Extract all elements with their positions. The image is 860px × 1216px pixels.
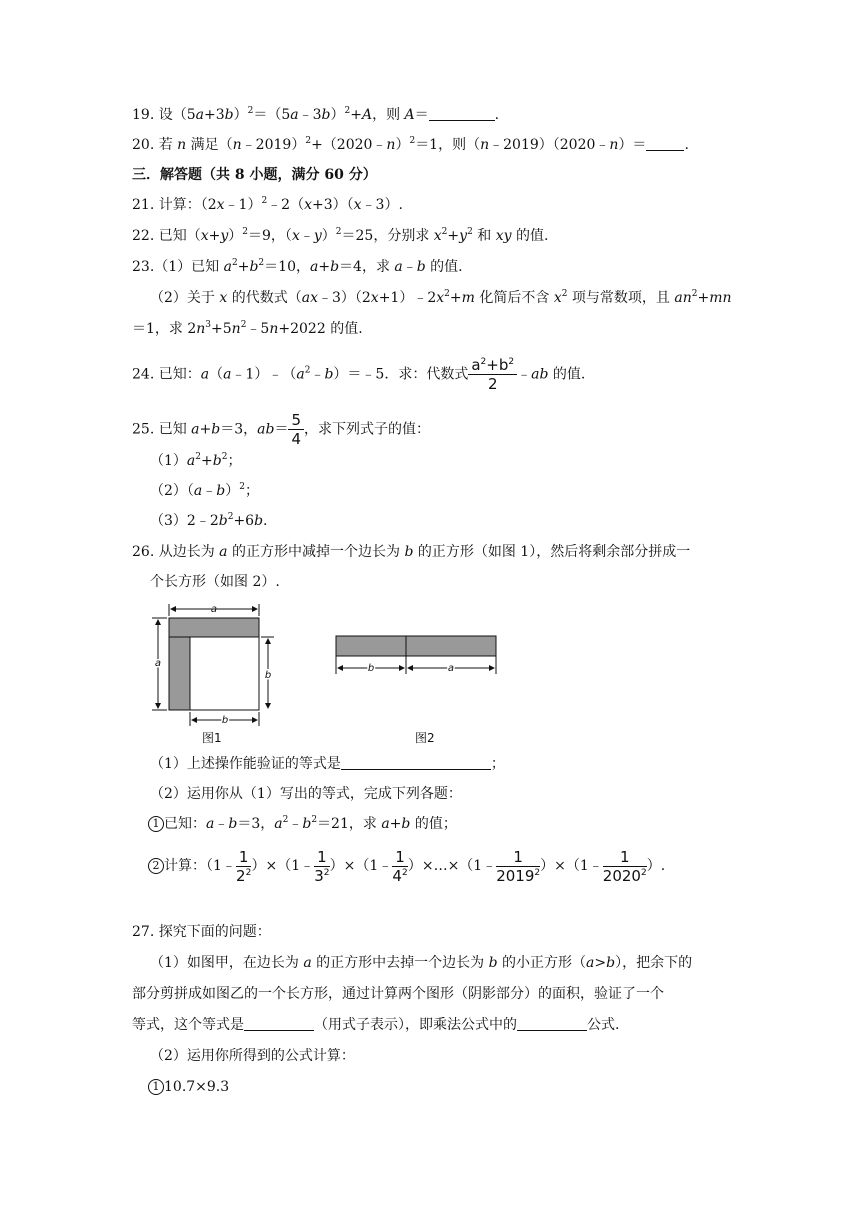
question-26: 26. 从边长为 a 的正方形中减掉一个边长为 b 的正方形（如图 1），然后将剩余部分拼成一 xyxy=(132,544,691,560)
question-20: 20. 若 n 满足（n﹣2019）$^2$+（2020﹣n）$^2$＝1，则（n﹣2019）（2020﹣n）＝ . xyxy=(132,136,689,153)
label-b-right: b xyxy=(264,670,272,681)
fraction: $\frac{5}{4}$ xyxy=(288,411,304,448)
question-23-part2: （2）关于 x 的代数式$(ax﹣3)(2x+1)﹣2x^2+m$ 化简后不含 $x^2$ 项与常数项，且 $an^2+mn$ xyxy=(150,289,732,306)
section-heading: 三．解答题（共 8 小题，满分 60 分） xyxy=(132,167,377,183)
figure-1-caption: 图1 xyxy=(202,731,222,745)
figure-2-caption: 图2 xyxy=(415,731,435,745)
question-23-part2-cont: ＝1，求 $2n^3+5n^2﹣5n+2022$ 的值. xyxy=(132,320,363,337)
question-27-part2: （2）运用你所得到的公式计算： xyxy=(150,1048,355,1064)
question-25: 25. 已知 a+b＝3，ab＝ $\frac{5}{4}$ ，求下列式子的值： xyxy=(132,411,431,448)
question-27-sub1: 1 10.7×9.3 xyxy=(148,1077,229,1097)
question-26-cont: 个长方形（如图 2）. xyxy=(150,574,280,590)
question-26-part1: （1）上述操作能验证的等式是 ； xyxy=(150,756,505,772)
question-22: 22. 已知$(x+y)^2=9$，（x﹣y）$^2$＝25，分别求 $x^2+y^2$ 和 xy 的值. xyxy=(132,227,549,244)
question-26-sub1: 1 已知：a﹣b＝3，$a^2﹣b^2=21$，求 a+b 的值； xyxy=(148,814,457,834)
label-b: b xyxy=(367,663,375,674)
question-24: 24. 已知：$a(a﹣1)﹣(a^2﹣b)=﹣5$．求：代数式 $\frac{a^2+b^2}{2}$ ﹣ab 的值. xyxy=(132,356,586,393)
fraction: $\frac{a^2+b^2}{2}$ xyxy=(468,356,517,393)
label-a: a xyxy=(447,663,455,674)
question-25-item3: $(3)2﹣2b^2+6b$. xyxy=(150,512,268,529)
question-26-sub2: 2 计算：（1﹣ $\frac{1}{2^2}$ ）×（1﹣ $\frac{1}{3^2}$ ）×（1﹣ $\frac{1}{4^2}$ ）×…×（1﹣ $\frac{1}{2019^2}$ ）×（1﹣ $\frac{1}{2020^2}$ ）. xyxy=(148,846,665,886)
question-27: 27. 探究下面的问题： xyxy=(132,924,271,940)
question-27-part1: （1）如图甲，在边长为 a 的正方形中去掉一个边长为 b 的小正方形（a>b），把余下的 xyxy=(150,955,693,971)
question-26-part2: （2）运用你从（1）写出的等式，完成下列各题： xyxy=(150,786,462,802)
question-25-item2: （2）（a﹣b）$^2$； xyxy=(150,482,259,499)
figure-2 xyxy=(330,630,505,680)
label-a-top: a xyxy=(210,604,218,615)
question-25-item1: $(1)a^2+b^2$； xyxy=(150,452,242,469)
label-b-bottom: b xyxy=(221,715,229,726)
label-a-left: a xyxy=(154,658,162,669)
question-27-part1-cont2: 等式，这个等式是 （用式子表示），即乘法公式中的 公式. xyxy=(132,1017,620,1033)
figure-1 xyxy=(148,600,278,748)
question-21: 21. 计算：（2x﹣1）$^2$﹣2（x+3）（x﹣3）. xyxy=(132,196,403,213)
question-23-part1: 23.（1）已知 $a^2+b^2=10$，a+b＝4，求 a﹣b 的值. xyxy=(132,258,463,275)
question-27-part1-cont1: 部分剪拼成如图乙的一个长方形，通过计算两个图形（阴影部分）的面积，验证了一个 xyxy=(132,986,664,1002)
question-19: 19. 设$(5a+3b)^2=(5a﹣3b)^2+A$，则 A＝ . xyxy=(132,106,500,123)
